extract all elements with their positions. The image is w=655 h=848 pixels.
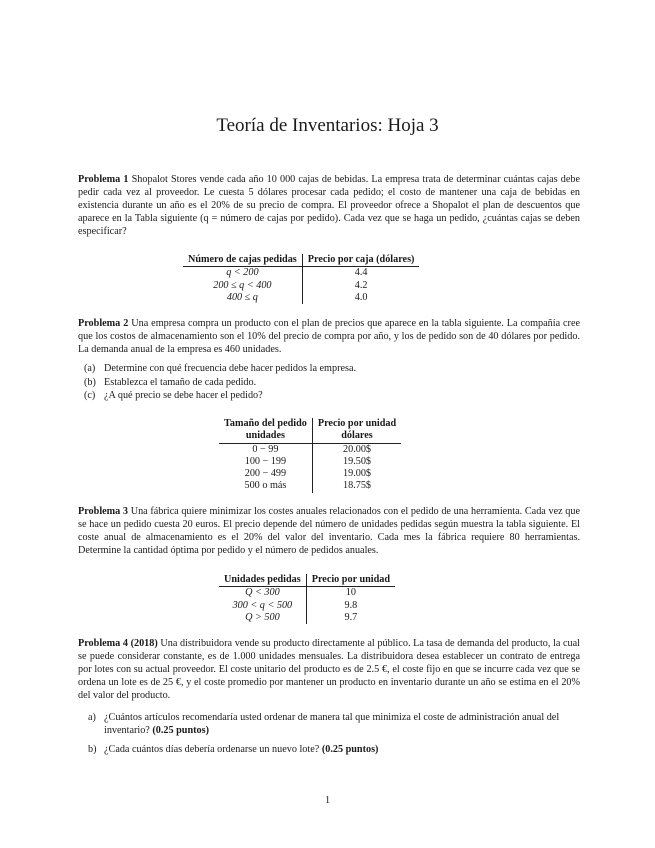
problem-1-text: Shopalot Stores vende cada año 10 000 cajas de bebidas. La empresa trata de determinar cuántas cajas debe pedir cada vez al proveedor. Le cuesta 5 dólares procesar cada pedido; el costo de mantener una caja de bebidas en existencia durante un año es el 20% de su precio de compra. El proveedor ofrece a Shopalot el plan de descuentos que aparece en la Tabla siguiente (q = número de cajas por pedido). Cada vez que se haga un pedido, ¿cuántas cajas se deben especificar?	[78, 174, 581, 237]
problem-4-text: Una distribuidora vende su producto directamente al público. La tasa de demanda del producto, la cual se puede considerar constante, es de 1.000 unidades mensuales. La distribuidora desea establecer un contrato de entrega por lotes con su actual proveedor. El coste unitario del producto es de 2.5 €, el coste fijo en que se incurre cada vez que se ordena un lote es de 25 €, y el coste promedio por mantener un producto en inventario durante un año se estima en el 20% del valor del producto.	[78, 638, 581, 701]
page-title: Teoría de Inventarios: Hoja 3	[216, 115, 439, 136]
table-cell: 4.2	[354, 279, 368, 291]
table-2-header-price: Precio por unidad	[317, 418, 397, 429]
table-row	[183, 267, 419, 280]
table-cell: 10	[345, 587, 356, 599]
table-row	[219, 468, 401, 480]
problem-3	[78, 506, 580, 558]
problem-3-heading: Problema 3	[78, 506, 129, 517]
table-cell: 0 − 99	[219, 443, 312, 456]
table-cell: 18.75$	[343, 480, 372, 492]
table-cell: 4.0	[354, 291, 368, 303]
table-row	[219, 600, 395, 612]
table-problem-2	[219, 418, 401, 493]
table-cell: 200 ≤ q < 400	[183, 280, 302, 292]
list-item: (b) Establezca el tamaño de cada pedido.	[84, 376, 257, 388]
table-cell: 4.4	[354, 267, 368, 279]
problem-1-heading: Problema 1	[78, 174, 129, 185]
problem-2	[78, 318, 580, 357]
table-1-header-quantity: Número de cajas pedidas	[183, 254, 302, 267]
table-cell: 300 < q < 500	[219, 600, 306, 612]
problem-2-items	[84, 362, 356, 403]
table-cell: 9.8	[344, 599, 358, 611]
problem-2-heading: Problema 2	[78, 318, 129, 329]
table-cell: 9.7	[344, 611, 358, 623]
list-item: (a) Determine con qué frecuencia debe hacer pedidos la empresa.	[84, 363, 357, 374]
table-row	[219, 456, 401, 468]
table-row	[219, 612, 395, 624]
table-2-header-size: Tamaño del pedido	[219, 418, 312, 430]
table-row	[219, 480, 401, 492]
problem-3-text: Una fábrica quiere minimizar los costes anuales relacionados con el pedido de una herramienta. Cada vez que se hace un pedido cuesta 20 euros. El precio depende del número de unidades pedidas según muestra la tabla siguiente. El coste anual de almacenamiento es el 20% del valor del inventario. Cada mes la fábrica requiere 80 herramientas. Determine la cantidad óptima por pedido y el número de pedidos anuales.	[78, 506, 581, 556]
table-problem-1	[183, 254, 419, 304]
list-item: b) ¿Cada cuántos días debería ordenarse un nuevo lote? (0.25 puntos)	[88, 744, 379, 755]
table-1-header-price: Precio por caja (dólares)	[302, 254, 419, 267]
table-cell: 20.00$	[343, 443, 372, 455]
table-cell: 19.00$	[343, 468, 372, 480]
table-cell: Q > 500	[219, 612, 306, 624]
table-row	[183, 280, 419, 292]
problem-4	[78, 638, 580, 703]
table-cell: 400 ≤ q	[183, 292, 302, 304]
problem-4-items	[88, 711, 578, 762]
problem-2-text: Una empresa compra un producto con el plan de precios que aparece en la tabla siguiente. La compañía cree que los costos de almacenamiento son el 10% del precio de compra por año, y los de pedido son de 40 dólares por pedido. La demanda anual de la empresa es 460 unidades.	[78, 318, 580, 355]
table-2-subheader-dollars: dólares	[312, 430, 401, 443]
table-cell: 500 o más	[219, 480, 312, 492]
page-number: 1	[324, 795, 331, 806]
table-row	[219, 587, 395, 600]
list-item: a) ¿Cuántos artículos recomendaría usted ordenar de manera tal que minimiza el coste de administración anual del inventario? (0.25 puntos)	[88, 712, 560, 736]
table-2-subheader-units: unidades	[219, 430, 312, 443]
table-cell: 100 − 199	[219, 456, 312, 468]
list-item: (c) ¿A qué precio se debe hacer el pedido?	[84, 390, 263, 402]
table-3-header-price: Precio por unidad	[306, 574, 395, 587]
table-row	[183, 292, 419, 304]
table-cell: q < 200	[183, 267, 302, 280]
table-problem-3	[219, 574, 395, 624]
table-cell: 200 − 499	[219, 468, 312, 480]
table-cell: Q < 300	[219, 587, 306, 600]
table-row	[219, 443, 401, 456]
table-cell: 19.50$	[343, 455, 372, 467]
problem-1	[78, 174, 580, 239]
problem-4-heading: Problema 4 (2018)	[78, 638, 158, 649]
table-3-header-units: Unidades pedidas	[219, 574, 306, 587]
